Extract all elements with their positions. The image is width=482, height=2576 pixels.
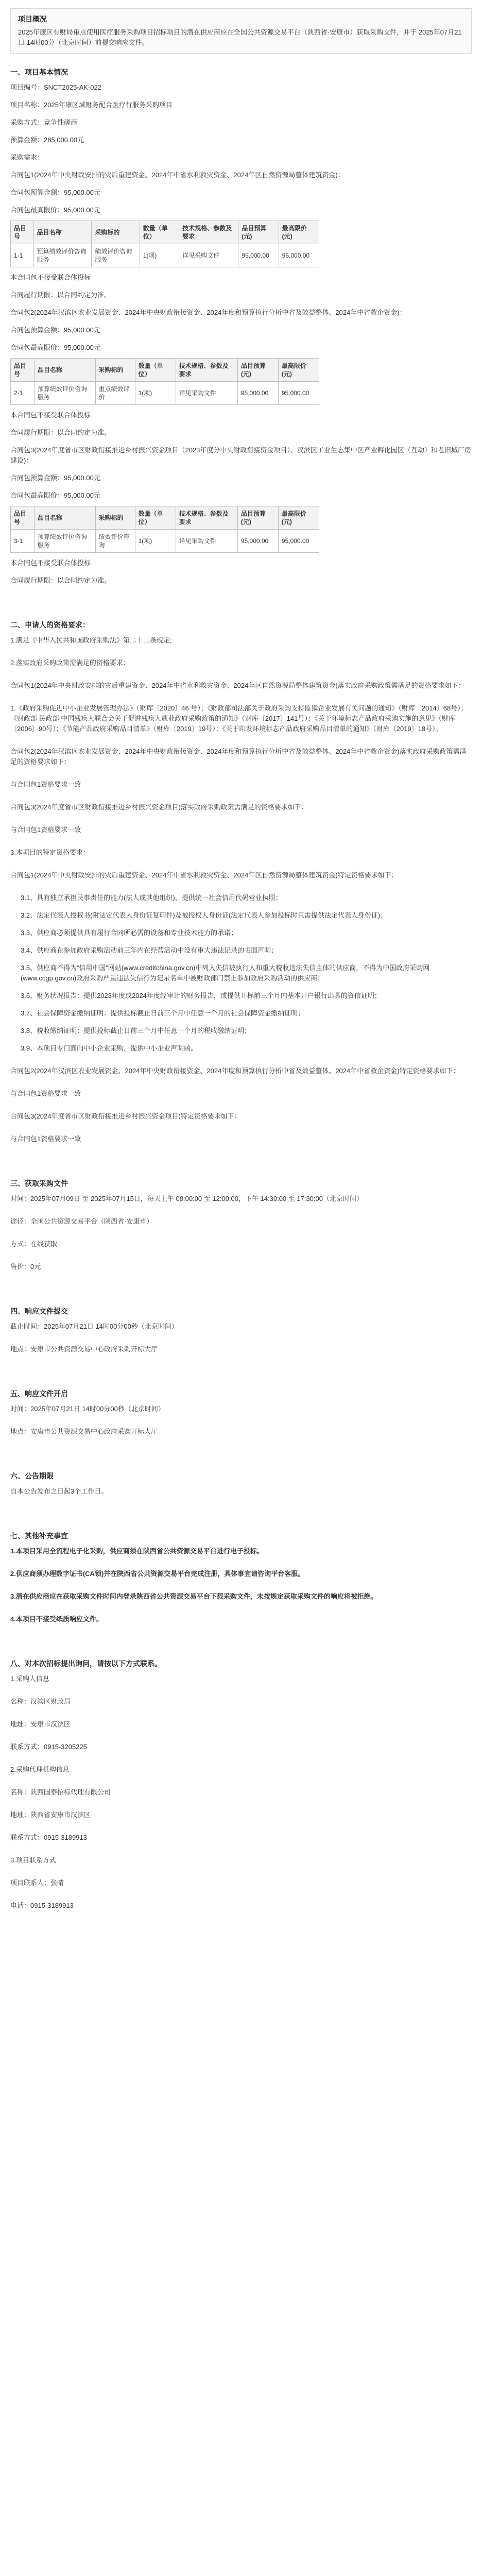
table-cell: 95,000.00: [237, 530, 278, 553]
qualification-line: 3.6、财务状况报告：提供2023年度或2024年度经审计的财务报告，或提供开标前三个月内基本开户银行出具的资信证明；: [21, 992, 381, 999]
qualification-line: 合同包3(2024年度省市区财政衔接推进乡村振兴资金项目)特定资格要求如下：: [10, 1112, 241, 1120]
package-2-limit: 合同包最高限价：95,000.00元: [10, 344, 100, 351]
table-row: [11, 530, 319, 553]
col-budget: 品目预算(元): [237, 506, 278, 530]
col-budget: 品目预算(元): [237, 359, 278, 382]
obtain-price: 售价：0元: [10, 1263, 41, 1270]
table-cell: 1(项): [135, 382, 176, 405]
section-3-title: 三、获取采购文件: [10, 1179, 68, 1188]
table-row: [11, 382, 319, 405]
qualification-line: 与合同包1资格要求一致: [10, 1090, 81, 1097]
table-cell: 95,000.00: [279, 244, 319, 267]
qualification-line: 合同包1(2024年中央财政安排的灾后重建资金、2024年中省水利救灾资金、2024年区自然资源局整体建筑资金)落实政府采购政策需满足的资格要求如下：: [10, 682, 465, 689]
col-limit: 最高限价(元): [279, 221, 319, 244]
table-cell: 重点绩效评价: [95, 382, 135, 405]
table-cell: 95,000.00: [278, 382, 319, 405]
contact-line: 地址：安康市汉滨区: [10, 1720, 71, 1728]
package-2-term: 合同履行期限：以合同约定为准。: [10, 429, 111, 436]
table-cell: 预算绩效评价咨询服务: [33, 244, 92, 267]
table-cell: 详见采购文件: [179, 244, 238, 267]
qualification-line: 与合同包1资格要求一致: [10, 1135, 81, 1143]
submission-location: 地点：安康市公共资源交易中心政府采购开标大厅: [10, 1345, 158, 1353]
section-5-title: 五、响应文件开启: [10, 1389, 68, 1398]
qualification-line: 3.2、法定代表人授权书(附法定代表人身份证复印件)及被授权人身份证(法定代表人参加投标时只需提供法定代表人身份证)；: [21, 911, 387, 919]
opening-time: 时间：2025年07月21日 14时00分00秒（北京时间）: [10, 1405, 165, 1413]
package-3-no-consortium: 本合同包不接受联合体投标: [10, 559, 91, 567]
contact-line: 联系方式：0915-3189913: [10, 1834, 87, 1841]
contact-line: 名称：汉滨区财政局: [10, 1698, 71, 1705]
project-number: 项目编号：SNCT2025-AK-022: [10, 83, 101, 91]
procurement-method: 采购方式：竞争性磋商: [10, 118, 78, 126]
col-item-name: 品目名称: [34, 359, 95, 382]
package-3-limit: 合同包最高限价：95,000.00元: [10, 492, 100, 499]
package-2-budget: 合同包预算金额：95,000.00元: [10, 326, 100, 334]
supplement-line: 2.供应商须办理数字证书(CA锁)并在陕西省公共资源交易平台完成注册，具体事宜请咨询平台客服。: [10, 1570, 305, 1578]
table-header-row: [11, 359, 319, 382]
contact-line: 电话：0915-3189913: [10, 1902, 74, 1909]
package-3-budget: 合同包预算金额：95,000.00元: [10, 474, 100, 482]
table-header-row: [11, 506, 319, 530]
obtain-channel: 途径：全国公共资源交易平台（陕西省·安康市）: [10, 1217, 153, 1225]
table-cell: 绩效评价咨询: [95, 530, 135, 553]
col-budget: 品目预算(元): [238, 221, 279, 244]
package-2-no-consortium: 本合同包不接受联合体投标: [10, 411, 91, 419]
section-1-title: 一、项目基本情况: [10, 68, 68, 76]
col-subject: 采购标的: [95, 359, 135, 382]
section-6-title: 六、公告期限: [10, 1472, 54, 1480]
table-cell: 3-1: [11, 530, 35, 553]
package-1-budget: 合同包预算金额：95,000.00元: [10, 189, 100, 196]
obtain-method: 方式：在线获取: [10, 1240, 58, 1248]
col-specs: 技术规格、参数及要求: [176, 506, 237, 530]
qualification-line: 合同包3(2024年度省市区财政衔接推进乡村振兴资金项目)落实政府采购政策需满足的资格要求如下：: [10, 803, 308, 811]
section-4-title: 四、响应文件提交: [10, 1307, 68, 1315]
col-subject: 采购标的: [95, 506, 135, 530]
table-cell: 95,000.00: [237, 382, 278, 405]
summary-title: 项目概况: [18, 15, 47, 23]
col-quantity: 数量（单位）: [135, 359, 176, 382]
table-cell: 详见采购文件: [176, 382, 237, 405]
summary-text: 2025年康区有财局重点使用医疗服务采购项目招标项目的潜在供应商应在全国公共资源交易平台（陕西省·安康市）获取采购文件，并于 2025年07月21日 14时00分（北京时间）前提交响应文件。: [18, 28, 462, 46]
package-1-limit: 合同包最高限价：95,000.00元: [10, 206, 100, 214]
contact-line: 名称：陕西国泰招标代理有限公司: [10, 1788, 111, 1796]
qualification-line: 与合同包1资格要求一致: [10, 826, 81, 834]
obtain-time: 时间：2025年07月09日 至 2025年07月15日，每天上午 08:00:00 至 12:00:00，下午 14:30:00 至 17:30:00（北京时间）: [10, 1195, 363, 1202]
qualification-line: 3.3、供应商必须提供具有履行合同所必需的设备和专业技术能力的承诺；: [21, 929, 238, 937]
contact-line: 2.采购代理机构信息: [10, 1766, 70, 1773]
section-7-title: 七、其他补充事宜: [10, 1532, 68, 1540]
qualification-line: 1.满足《中华人民共和国政府采购法》第二十二条规定;: [10, 636, 172, 644]
table-cell: 详见采购文件: [176, 530, 237, 553]
contact-line: 地址：陕西省安康市汉滨区: [10, 1811, 91, 1819]
table-cell: 2-1: [11, 382, 35, 405]
col-limit: 最高限价(元): [278, 506, 319, 530]
col-item-no: 品目号: [11, 359, 35, 382]
announcement-content: [0, 67, 482, 1911]
col-quantity: 数量（单位）: [140, 221, 179, 244]
qualification-line: 合同包1(2024年中央财政安排的灾后重建资金、2024年中省水利救灾资金、2024年区自然资源局整体建筑资金)特定资格要求如下：: [10, 871, 398, 879]
package-3-intro: 合同包3(2024年度省市区财政衔接推进乡村振兴资金项目（2023年度分中央财政衔接资金项目）、汉滨区工业生态集中区产业孵化园区（互动）和老旧城厂房建设)：: [10, 446, 471, 464]
col-specs: 技术规格、参数及要求: [179, 221, 238, 244]
col-item-no: 品目号: [11, 506, 35, 530]
contact-line: 联系方式：0915-3205225: [10, 1743, 87, 1751]
qualification-line: 2.落实政府采购政策需满足的资格要求：: [10, 659, 130, 667]
contact-line: 项目联系人：张晴: [10, 1879, 64, 1887]
col-limit: 最高限价(元): [278, 359, 319, 382]
table-header-row: [11, 221, 319, 244]
package-3-term: 合同履行期限：以合同约定为准。: [10, 577, 111, 584]
table-cell: 95,000.00: [278, 530, 319, 553]
table-cell: 绩效评价咨询服务: [92, 244, 140, 267]
contact-line: 1.采购人信息: [10, 1675, 49, 1683]
procurement-demand-label: 采购需求：: [10, 154, 44, 161]
project-name: 项目名称：2025年康区域财务配合医疗行服务采购项目: [10, 101, 173, 109]
qualification-line: 与合同包1资格要求一致: [10, 781, 81, 788]
col-quantity: 数量（单位）: [135, 506, 176, 530]
col-item-name: 品目名称: [33, 221, 92, 244]
table-cell: 1-1: [11, 244, 34, 267]
package-1-intro: 合同包1(2024年中央财政安排的灾后重建资金、2024年中省水利救灾资金、2024年区自然资源局整体建筑资金)：: [10, 171, 345, 179]
package-2-table: [10, 358, 319, 405]
table-row: [11, 244, 319, 267]
table-cell: 1(项): [140, 244, 179, 267]
col-item-no: 品目号: [11, 221, 34, 244]
qualification-line: 1.《政府采购促进中小企业发展管理办法》（财库〔2020〕46 号）；《财政部司法部关于政府采购支持监狱企业发展有关问题的通知》（财库〔2014〕68号）；《财政部 民政部 中国残疾人联合会关于促进残疾人就业政府采购政策的通知》（财库〔2017〕141号）；《关于环境标志产品政府采购实施的意见》（财库〔2006〕90号）；《节能产品政府采购品目清单》（财库〔2019〕19号）；《关于印发环境标志产品政府采购品目清单的通知》（财库〔2019〕18号）。: [10, 704, 468, 733]
package-1-table: [10, 221, 319, 267]
qualification-line: 3.1、具有独立承担民事责任的能力(法人或其他组织)，提供统一社会信用代码营业执照；: [21, 894, 282, 902]
col-specs: 技术规格、参数及要求: [176, 359, 237, 382]
qualification-line: 合同包2(2024年汉滨区农业发展资金、2024年中央财政衔接资金、2024年度和预算执行分析中省及效益整体、2024年中省救企资金)落实政府采购政策需满足的资格要求如下：: [10, 748, 467, 766]
announcement-period: 自本公告发布之日起3个工作日。: [10, 1487, 108, 1495]
qualification-line: 3.本项目的特定资格要求：: [10, 849, 90, 856]
package-1-no-consortium: 本合同包不接受联合体投标: [10, 274, 91, 281]
qualification-line: 合同包2(2024年汉滨区农业发展资金、2024年中央财政衔接资金、2024年度和预算执行分析中省及效益整体、2024年中省救企资金)特定资格要求如下：: [10, 1067, 460, 1075]
section-8-title: 八、对本次招标提出询问，请按以下方式联系。: [10, 1659, 162, 1668]
qualification-line: 3.7、社会保障资金缴纳证明：提供投标截止日前三个月中任意一个月的社会保障资金缴纳证明；: [21, 1009, 305, 1017]
table-cell: 1(项): [135, 530, 176, 553]
qualification-line: 3.4、供应商在参加政府采购活动前三年内在经营活动中没有重大违法记录的书面声明；: [21, 946, 278, 954]
project-summary-box: [10, 8, 472, 54]
supplement-line: 3.潜在供应商应在获取采购文件时间内登录陕西省公共资源交易平台下载采购文件，未按规定获取采购文件的响应将被拒绝。: [10, 1592, 377, 1600]
table-cell: 95,000.00: [238, 244, 279, 267]
col-item-name: 品目名称: [34, 506, 95, 530]
col-subject: 采购标的: [92, 221, 140, 244]
section-2-title: 二、申请人的资格要求：: [10, 621, 90, 629]
qualification-line: 3.8、税收缴纳证明：提供投标截止日前三个月中任意一个月的税收缴纳证明；: [21, 1027, 251, 1035]
contact-line: 3.项目联系方式: [10, 1856, 56, 1864]
supplement-line: 4.本项目不接受纸质响应文件。: [10, 1615, 103, 1623]
qualification-line: 3.5、供应商不得为“信用中国”网站(www.creditchina.gov.cn)中列入失信被执行人和重大税收违法失信主体的供应商，不得为中国政府采购网(www.ccgp.gov.cn)政府采购严重违法失信行为记录名单中被财政部门禁止参加政府采购活动的供应商；: [21, 964, 430, 982]
package-3-table: [10, 506, 319, 553]
opening-location: 地点：安康市公共资源交易中心政府采购开标大厅: [10, 1428, 158, 1435]
package-2-intro: 合同包2(2024年汉滨区农业发展资金、2024年中央财政衔接资金、2024年度和预算执行分析中省及效益整体、2024年中省救企资金)：: [10, 309, 406, 316]
supplement-line: 1.本项目采用全流程电子化采购，供应商须在陕西省公共资源交易平台进行电子投标。: [10, 1547, 264, 1555]
package-1-term: 合同履行期限：以合同约定为准。: [10, 291, 111, 299]
budget-amount: 预算金额：285,000.00元: [10, 136, 84, 144]
qualification-line: 3.9、本项目专门面向中小企业采购，提供中小企业声明函。: [21, 1044, 198, 1052]
table-cell: 预算绩效评价咨询服务: [34, 530, 95, 553]
submission-deadline: 截止时间：2025年07月21日 14时00分00秒（北京时间）: [10, 1323, 178, 1330]
table-cell: 预算绩效评价咨询服务: [34, 382, 95, 405]
